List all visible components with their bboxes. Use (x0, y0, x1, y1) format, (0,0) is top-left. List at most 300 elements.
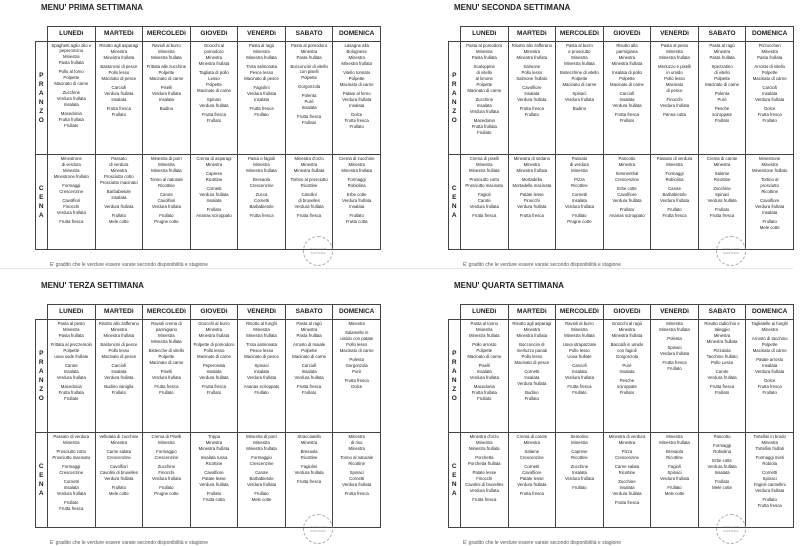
menu-item: Cavolini di bruxelles (99, 470, 138, 475)
menu-item: Ananas sciroppato (609, 213, 645, 218)
menu-item: Verdura frullata (564, 97, 594, 102)
menu-title: MENU' PRIMA SETTIMANA (41, 3, 144, 12)
menu-item: di verdura (569, 162, 589, 167)
menu-item: Macinato di pesce (514, 360, 550, 365)
menu-item: Minestra (618, 440, 636, 445)
menu-item: Frullato (619, 207, 635, 212)
menu-item: Crescenzine (59, 189, 84, 194)
menu-item: Verdura frullata (755, 204, 785, 209)
menu-item: Frullato (572, 485, 587, 490)
day-header: GIOVEDì (190, 305, 238, 320)
day-header: VENERDì (238, 27, 286, 42)
menu-cell (190, 155, 238, 250)
menu-item: Verdura frullata (56, 491, 86, 496)
menu-item: Minestra (761, 49, 778, 54)
menu-item: Pasta frullata (296, 333, 322, 338)
menu-item: Budino vaniglia (104, 384, 134, 389)
footnote: E' gradito che le verdure essere varate secondo disponibilità e stagione (50, 262, 208, 268)
menu-item: Finocchi (666, 97, 683, 102)
menu-item: Pasta al pesto (660, 43, 689, 48)
menu-item: Minestra di porri (246, 434, 277, 439)
menu-item: Verdura frullata (246, 375, 277, 380)
menu-item: Bocconcini di vitello con piselli (290, 64, 328, 75)
menu-item: Bistecche di vitello (148, 348, 185, 353)
menu-item: Frutta fresca (757, 384, 782, 389)
menu-cell (143, 320, 191, 433)
menu-item: Finocchi (158, 470, 175, 475)
menu-item: Barbabietole (249, 204, 274, 209)
menu-item: Minestra frullata (246, 333, 277, 338)
menu-item: Passato di verdura (53, 434, 90, 439)
day-header: GIOVEDì (190, 27, 238, 42)
menu-cell (508, 155, 556, 250)
menu-item: Tacchino frullato (706, 354, 738, 359)
menu-item: Minestra (571, 327, 588, 332)
menu-item: Minestra (63, 440, 80, 445)
menu-item: Prosciutto cotto (469, 177, 500, 182)
menu-item: Verdura frullata (56, 375, 86, 380)
menu-item: Dolce (351, 112, 363, 117)
cena-row (36, 433, 381, 528)
menu-item: Macinato di carne (54, 81, 89, 87)
menu-item: Pizzaiola (713, 348, 731, 353)
menu-item: Insalata (349, 103, 365, 108)
menu-item: Frutta fresca (472, 497, 497, 502)
menu-item: Insalata (762, 210, 778, 215)
menu-item: Carote (715, 369, 729, 374)
menu-item: Patate lesse (520, 192, 544, 197)
menu-item: Frullato (524, 112, 539, 117)
menu-item: Frutta fresca (710, 213, 735, 218)
menu-item: Cornetti (206, 186, 222, 191)
menu-item: Gorgonzola (345, 363, 368, 368)
day-header: VENERDì (238, 305, 286, 320)
menu-item: Ananas sciroppato (243, 384, 280, 389)
menu-item: Insalata di pollo (612, 70, 642, 75)
menu-item: Minestra frullata (611, 333, 643, 338)
menu-item: Frutta fresca (344, 491, 369, 496)
menu-item: Minestra (348, 434, 365, 439)
menu-cell (651, 155, 699, 250)
menu-cell (143, 155, 191, 250)
menu-item: Minestra (300, 49, 318, 54)
menu-item: Verdura frullata (246, 482, 277, 487)
menu-item: Gorgonzola (615, 354, 639, 359)
menu-cell (285, 42, 333, 155)
menu-item: Vitello tonnato (343, 70, 371, 75)
menu-item: Pollo lesso (346, 342, 368, 347)
menu-item: Pesche (714, 106, 730, 111)
menu-item: Insalata (206, 369, 222, 374)
menu-item: Pasta frullata (58, 60, 84, 66)
menu-cell (461, 155, 509, 250)
day-header: SABATO (698, 305, 746, 320)
menu-item: Frullato (64, 396, 79, 401)
menu-title: MENU' TERZA SETTIMANA (41, 281, 144, 290)
menu-item: Minestra frullata (103, 333, 135, 338)
menu-item: Minestra frullata (611, 61, 643, 66)
menu-item: Polpette (348, 76, 365, 81)
menu-item: Crema di piselli (469, 156, 499, 161)
menu-item: Macedonia (473, 384, 495, 389)
menu-item: Crescenzine (615, 177, 639, 182)
day-header-row (449, 305, 794, 320)
menu-item: Polenta (301, 93, 317, 99)
menu-item: Polpette (206, 82, 222, 87)
menu-item: Minestra (63, 168, 80, 173)
day-header: MARTEDì (508, 27, 556, 42)
day-header: LUNEDì (48, 27, 96, 42)
menu-item: Pasta frullata (757, 55, 783, 60)
menu-item: Minestra frullata (516, 333, 548, 338)
menu-cell (48, 320, 96, 433)
menu-item: Minestrone (759, 156, 781, 161)
menu-cell (556, 433, 604, 528)
menu-item: Insalata (301, 105, 317, 111)
menu-item: Macinato di carne (339, 82, 374, 87)
menu-item: con fagioli (617, 348, 637, 353)
menu-item: Carciofi (111, 85, 127, 90)
menu-item: Minestra (348, 321, 365, 326)
menu-item: Polenta (714, 91, 730, 96)
menu-item: Ravioli crema di (151, 321, 182, 326)
menu-item: Cavolfiori (157, 198, 176, 203)
menu-item: Prosciutto macinato (99, 180, 138, 185)
menu-item: Insalata (619, 369, 635, 374)
menu-item: Pasta al ragù (296, 321, 322, 326)
menu-item: Pizza (574, 177, 585, 182)
menu-item: Verdura frullata (659, 351, 690, 356)
menu-item: di verdura (109, 162, 129, 167)
menu-item: Piselli (160, 85, 173, 90)
menu-item: Frutta fresca (344, 378, 369, 383)
menu-item: Baccalà in umido (610, 342, 644, 347)
menu-title-bar (35, 278, 387, 294)
menu-cell (238, 155, 286, 250)
menu-item: Ricottine (571, 455, 588, 460)
menu-item: Verdura frullata (707, 375, 737, 380)
menu-item: Insalata (63, 369, 79, 374)
menu-item: Minestra (158, 440, 175, 445)
menu-item: Verdura frullata (517, 204, 547, 209)
menu-item: Macedonia (60, 384, 82, 389)
menu-item: Verdura frullata (564, 204, 594, 209)
menu-item: Minestra (713, 49, 731, 54)
menu-item: Minestra frullata (659, 327, 690, 332)
menu-item: Porchetta (475, 455, 494, 460)
menu-item: Minestra di porri (151, 156, 182, 161)
menu-item: Insalata (762, 363, 778, 368)
menu-item: Verdura frullata (659, 198, 690, 203)
menu-item: Robiolina (347, 183, 366, 188)
menu-item: Arrosto di vitello (754, 64, 785, 69)
menu-item: Spezzatino (711, 64, 733, 69)
menu-item: Pasta al tonno (470, 321, 499, 326)
menu-item: Frutta fresca (106, 106, 131, 111)
menu-item: Frutta fresca (472, 213, 497, 218)
menu-item: Erbe cotte (617, 186, 637, 191)
pranzo-label: P R A N Z O (449, 320, 461, 433)
menu-item: Frullato (111, 213, 126, 218)
menu-item: Scaloppine (473, 64, 495, 69)
menu-item: Formaggi (665, 171, 684, 176)
menu-item: Minestra d'orzo (294, 156, 324, 161)
menu-item: Panna cotta (663, 112, 686, 117)
menu-item: Cavolfiori (109, 464, 128, 469)
menu-item: Verdura frullata (342, 97, 372, 102)
menu-item: Verdura frullata (104, 375, 134, 380)
menu-item: Minestra (110, 49, 128, 54)
menu-cell (746, 320, 794, 433)
menu-item: Frittata alle zucchine (146, 64, 187, 69)
menu-item: Minestra (110, 168, 128, 173)
menu-item: Ricottine (300, 455, 318, 460)
cena-row (449, 433, 794, 528)
menu-sheet-week-4 (448, 278, 800, 546)
menu-item: Trota salmonata (246, 64, 277, 69)
menu-item: Insalata (476, 369, 492, 374)
weekly-menu-table (448, 304, 794, 528)
menu-item: Arrosto di tacchino (751, 336, 788, 341)
menu-item: Macinato di carne (705, 82, 740, 87)
cena-row (36, 155, 381, 250)
menu-item: Insalata (158, 97, 174, 102)
menu-item: Ricottine (713, 177, 731, 182)
menu-cell (143, 433, 191, 528)
official-stamp: UNITA' ENTE SANITARIA (716, 514, 746, 544)
menu-item: Risotto radicchio e (704, 321, 740, 326)
menu-item: Insalata (63, 102, 79, 108)
menu-item: uova sode frullate (54, 354, 89, 359)
menu-sheet-week-3 (35, 278, 387, 546)
menu-item: Insalata (619, 485, 635, 490)
menu-item: Ricottine (761, 189, 779, 194)
menu-item: Cornetti (524, 369, 540, 374)
menu-item: Verdura frullata (199, 482, 229, 487)
menu-item: Gnocchi al burro (198, 321, 230, 326)
menu-item: Frutta fresca (344, 118, 369, 123)
menu-item: Crescenzine (615, 455, 639, 460)
menu-item: Crema di asparagi (196, 156, 232, 161)
menu-item: Lasagne alla (344, 43, 369, 48)
menu-item: Minestra frullata (151, 339, 182, 344)
menu-item: Verdura frullata (56, 96, 86, 102)
menu-item: Spinaci (667, 345, 682, 350)
menu-item: Budino (159, 106, 174, 111)
menu-item: Minestra frullata (246, 168, 277, 173)
menu-item: Piselli (478, 363, 490, 368)
day-header: GIOVEDì (603, 305, 651, 320)
day-header: VENERDì (651, 305, 699, 320)
menu-item: Prosciutto cotto (104, 174, 134, 179)
menu-item: Zucchine (618, 479, 636, 484)
menu-item: Minestra frullata (659, 440, 690, 445)
menu-item: Robiola (762, 461, 777, 466)
menu-item: Insalata russa (200, 455, 228, 460)
day-header: SABATO (698, 27, 746, 42)
menu-item: Pasta al ragù (709, 43, 735, 48)
menu-item: Carciofi (301, 363, 317, 368)
menu-item: Minestra d'orzo (469, 434, 499, 439)
menu-item: Crescenzine (59, 470, 84, 475)
menu-item: Spinaci (254, 363, 269, 368)
menu-item: Frutta fresca (757, 503, 782, 508)
menu-item: Mortadella macinata (512, 183, 552, 188)
weekly-menu-table (448, 26, 794, 250)
menu-item: Carne salata (614, 464, 640, 469)
menu-item: Prosciutto macinato (465, 183, 504, 188)
menu-item: Macinato di pesce (244, 354, 279, 359)
menu-item: Verdura frullata (469, 109, 499, 114)
menu-item: Frutta fresca (710, 384, 735, 389)
menu-item: Fagioli (668, 464, 681, 469)
menu-item: Formaggi (62, 464, 81, 469)
menu-item: Pesce lesso (249, 348, 274, 353)
menu-item: Insalata (762, 91, 778, 96)
menu-item: Macinato (665, 82, 684, 87)
menu-item: Pollo lesso (203, 348, 225, 353)
menu-item: Purè (304, 99, 314, 105)
menu-item: Zucchine (570, 464, 589, 469)
menu-item: Macinato di carne (292, 354, 327, 359)
menu-item: Merluzzo e piselli (658, 64, 692, 69)
menu-cell (461, 320, 509, 433)
menu-item: Finocchi (523, 198, 540, 203)
menu-item: Frutta fresca (519, 213, 544, 218)
menu-item: Insalata (714, 470, 730, 475)
day-header: MERCOLEDì (143, 305, 191, 320)
page-divider (0, 268, 793, 269)
pranzo-row (449, 42, 794, 155)
menu-item: di bruxelles (298, 198, 320, 203)
menu-title-bar (448, 278, 800, 294)
menu-cell (556, 155, 604, 250)
menu-cell (238, 320, 286, 433)
menu-cell (190, 433, 238, 528)
menu-item: Spinaci (667, 470, 682, 475)
menu-item: Cavolfiore (522, 85, 542, 90)
menu-item: Frullato (619, 118, 635, 123)
menu-item: Frullato (206, 390, 222, 395)
menu-item: pomodoro (204, 49, 224, 54)
menu-item: Patate arrosto (756, 357, 784, 362)
menu-item: Salame (524, 449, 540, 454)
menu-item: Insalata (571, 198, 587, 203)
menu-item: Frutta fresca (154, 384, 179, 389)
menu-item: Minestra frullata (468, 168, 500, 173)
menu-cell (190, 42, 238, 155)
menu-item: Minestra frullata (659, 55, 690, 60)
menu-cell (238, 42, 286, 155)
menu-item: Minestra (523, 327, 541, 332)
menu-item: Cornetti (63, 479, 79, 484)
menu-item: Minestra (205, 440, 223, 445)
menu-item: merluzzo panati (516, 348, 548, 353)
menu-item: Minestra (618, 55, 636, 60)
menu-item: Verdura frullata (151, 375, 181, 380)
menu-item: Passato (571, 156, 588, 161)
menu-item: Bresaola (253, 177, 271, 182)
menu-item: Vellutata di zucchine (99, 434, 139, 439)
menu-item: Polpette (301, 75, 317, 81)
menu-item: Risotto allo zafferano (511, 43, 552, 48)
menu-item: Minestra frullata (151, 168, 182, 173)
menu-item: Verdura frullata (294, 375, 324, 380)
menu-item: Pasta frullata (471, 55, 497, 60)
menu-item: Crema di zucchine (338, 156, 375, 161)
menu-item: Minestra (63, 327, 80, 332)
menu-item: Cavolini (301, 192, 317, 197)
menu-item: Spinaci (762, 476, 777, 481)
menu-item: Cornetti (524, 464, 540, 469)
menu-item: Minestra frullata (341, 61, 372, 66)
day-header-row (449, 27, 794, 42)
menu-item: Bresaola (666, 449, 684, 454)
day-header: SABATO (285, 305, 333, 320)
day-header: MARTEDì (508, 305, 556, 320)
menu-item: Insalata (571, 369, 587, 374)
menu-item: Macinato di pesce (101, 354, 137, 359)
menu-item: Frutta cotta (203, 497, 225, 502)
menu-item: Frullato (714, 479, 730, 484)
menu-item: Bresaola (300, 449, 318, 454)
menu-item: Semolino (570, 434, 589, 439)
pranzo-row (36, 320, 381, 433)
menu-cell (746, 42, 794, 155)
menu-item: Risotto allo zafferano (98, 321, 139, 326)
menu-item: Carote (64, 363, 78, 368)
menu-item: Prugne cotte (154, 491, 179, 496)
menu-item: Minestra frullata (564, 61, 595, 66)
menu-cell (556, 320, 604, 433)
cena-label: C E N A (449, 155, 461, 250)
menu-item: Frutta fresca (519, 106, 544, 111)
menu-cell (651, 320, 699, 433)
menu-item: Frullato (619, 390, 635, 395)
menu-item: Ravioli al burro (565, 321, 594, 326)
menu-item: Purè (352, 369, 362, 374)
menu-item: Minestra (761, 440, 778, 445)
menu-item: Verdura frullata (469, 375, 499, 380)
menu-item: Pesche (619, 378, 635, 383)
menu-item: Formaggio (156, 449, 177, 454)
menu-item: Purè (622, 363, 632, 368)
menu-item: Insalata (301, 369, 317, 374)
menu-item: Peperonata (202, 363, 226, 368)
menu-cell (333, 320, 381, 433)
menu-item: Macinato di carne (467, 88, 502, 93)
menu-item: Frutta fresca (297, 213, 322, 218)
menu-cell (603, 320, 651, 433)
menu-item: Insalata (349, 204, 365, 209)
menu-item: di vitello (476, 70, 493, 75)
menu-item: Frutta fresca (201, 384, 227, 389)
menu-item: Tagliata di pollo (199, 70, 229, 75)
menu-item: Frullato (206, 207, 222, 212)
menu-item: Pollo al forno (58, 69, 84, 75)
menu-item: Verdura frullata (564, 375, 594, 380)
menu-item: Frutta fresca (662, 360, 687, 365)
menu-item: Stracciatella (297, 434, 321, 439)
day-header: DOMENICA (333, 305, 381, 320)
menu-item: Frullato (524, 396, 539, 401)
menu-item: Polpette (571, 76, 588, 81)
menu-item: Minestra (713, 333, 731, 338)
cena-label: C E N A (449, 433, 461, 528)
menu-item: Barbabietole (249, 476, 274, 481)
menu-item: Minestra frullata (246, 446, 277, 451)
menu-item: Uova frullate (567, 354, 592, 359)
